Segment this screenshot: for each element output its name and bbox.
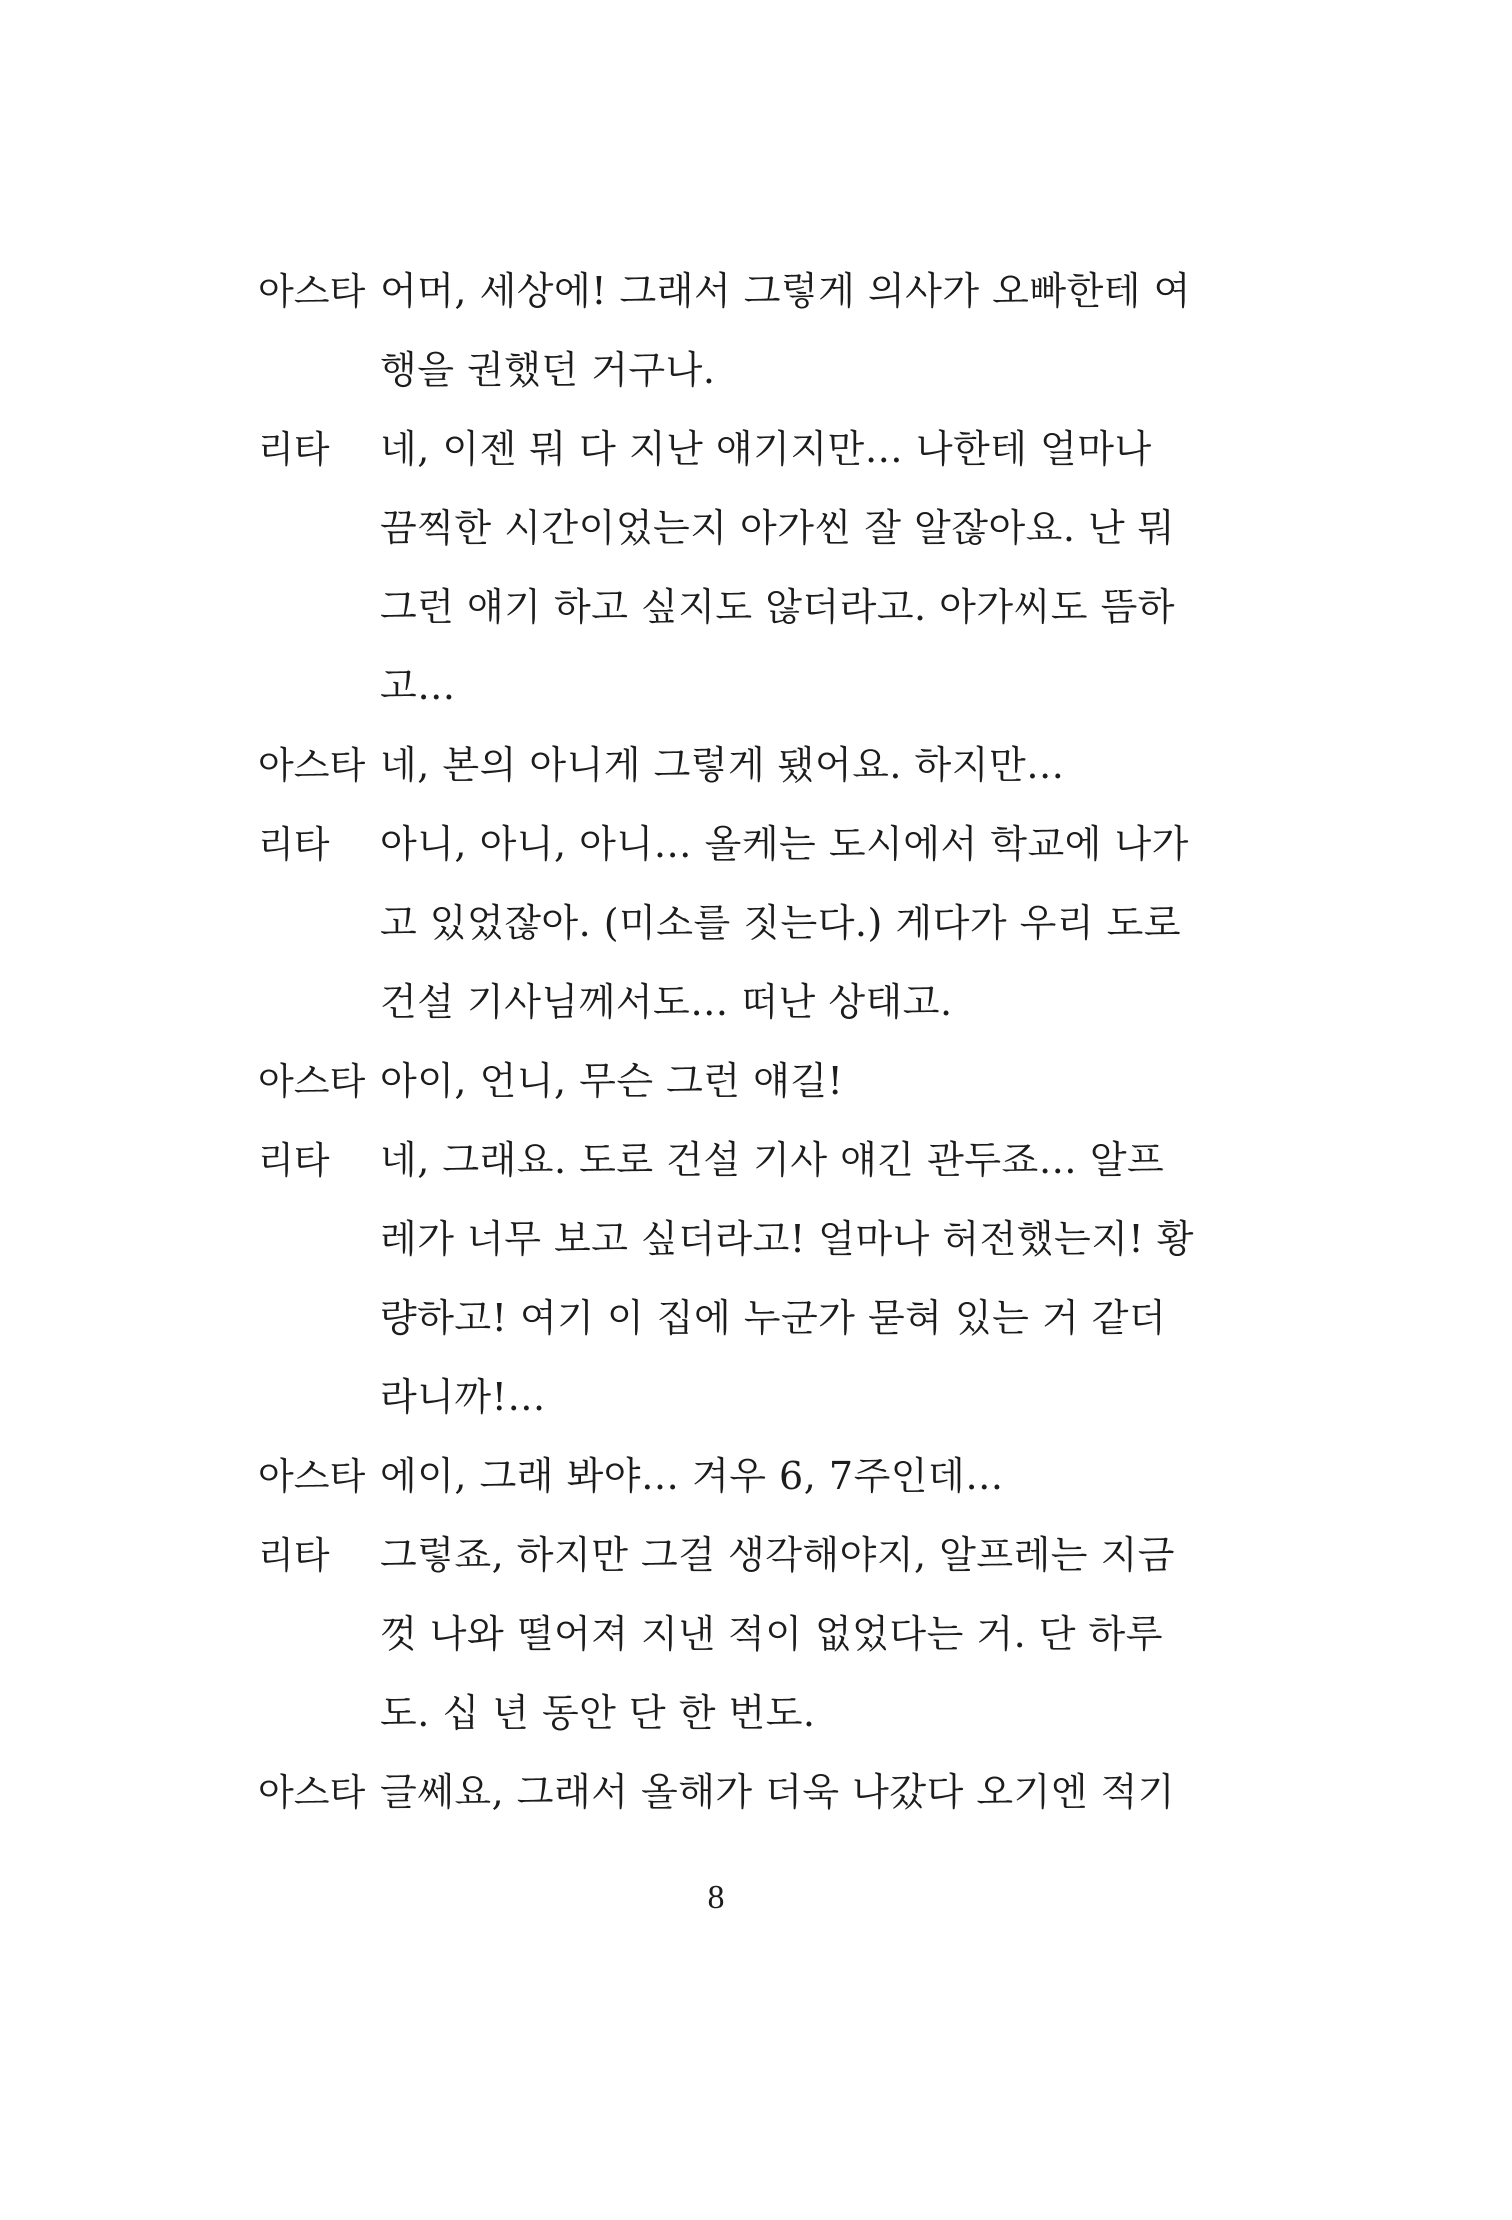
dialogue-line [258, 726, 1170, 805]
dialogue-text: 고 있었잖아. (미소를 짓는다.) 게다가 우리 도로 [380, 901, 1182, 945]
dialogue-text: 아이, 언니, 무슨 그런 얘길! [380, 1059, 844, 1103]
dialogue-text: 레가 너무 보고 싶더라고! 얼마나 허전했는지! 황 [380, 1217, 1194, 1261]
speaker-name: 아스타 [258, 1060, 366, 1103]
dialogue-text: 그런 얘기 하고 싶지도 않더라고. 아가씨도 뜸하 [380, 585, 1176, 629]
speaker-name: 아스타 [258, 744, 366, 787]
dialogue-line [258, 1279, 1170, 1358]
dialogue-text: 네, 본의 아니게 그렇게 됐어요. 하지만… [380, 743, 1065, 787]
dialogue-text: 아니, 아니, 아니… 올케는 도시에서 학교에 나가 [380, 822, 1189, 866]
dialogue-text: 행을 권했던 거구나. [380, 348, 716, 392]
dialogue-line [258, 568, 1176, 647]
speaker-name: 리타 [258, 428, 330, 471]
speaker-name: 아스타 [258, 1455, 366, 1498]
dialogue-line [258, 1358, 1170, 1437]
dialogue-text: 량하고! 여기 이 집에 누군가 묻혀 있는 거 같더 [380, 1296, 1167, 1340]
dialogue-line [258, 1121, 1170, 1200]
dialogue-line [258, 963, 1170, 1042]
dialogue-text: 에이, 그래 봐야… 겨우 6, 7주인데… [380, 1454, 1004, 1498]
dialogue-line [258, 1200, 1194, 1279]
dialogue-text: 그렇죠, 하지만 그걸 생각해야지, 알프레는 지금 [380, 1533, 1176, 1577]
dialogue-text: 어머, 세상에! 그래서 그렇게 의사가 오빠한테 여 [380, 269, 1191, 313]
dialogue-text: 네, 그래요. 도로 건설 기사 얘긴 관두죠… 알프 [380, 1138, 1165, 1182]
page-number: 8 [707, 1879, 725, 1916]
dialogue-text: 고… [380, 664, 456, 708]
dialogue-line [258, 805, 1189, 884]
dialogue-text: 건설 기사님께서도… 떠난 상태고. [380, 980, 953, 1024]
dialogue-line [258, 1753, 1176, 1832]
dialogue-block [258, 252, 1194, 1832]
dialogue-line [258, 1595, 1170, 1674]
dialogue-text: 껏 나와 떨어져 지낸 적이 없었다는 거. 단 하루 [380, 1612, 1163, 1656]
dialogue-line [258, 1042, 1170, 1121]
dialogue-line [258, 489, 1176, 568]
speaker-name: 아스타 [258, 1771, 366, 1814]
dialogue-line [258, 884, 1182, 963]
dialogue-line [258, 1674, 1170, 1753]
speaker-name: 아스타 [258, 270, 366, 313]
dialogue-line [258, 410, 1170, 489]
dialogue-text: 네, 이젠 뭐 다 지난 얘기지만… 나한테 얼마나 [380, 427, 1152, 471]
speaker-name: 리타 [258, 1534, 330, 1577]
dialogue-text: 끔찍한 시간이었는지 아가씬 잘 알잖아요. 난 뭐 [380, 506, 1176, 550]
dialogue-text: 도. 십 년 동안 단 한 번도. [380, 1691, 816, 1735]
dialogue-line [258, 1516, 1176, 1595]
speaker-name: 리타 [258, 823, 330, 866]
dialogue-line [258, 647, 1170, 726]
dialogue-line [258, 331, 1170, 410]
dialogue-line [258, 252, 1191, 331]
dialogue-line [258, 1437, 1170, 1516]
dialogue-text: 라니까!… [380, 1375, 546, 1419]
dialogue-text: 글쎄요, 그래서 올해가 더욱 나갔다 오기엔 적기 [380, 1770, 1176, 1814]
speaker-name: 리타 [258, 1139, 330, 1182]
